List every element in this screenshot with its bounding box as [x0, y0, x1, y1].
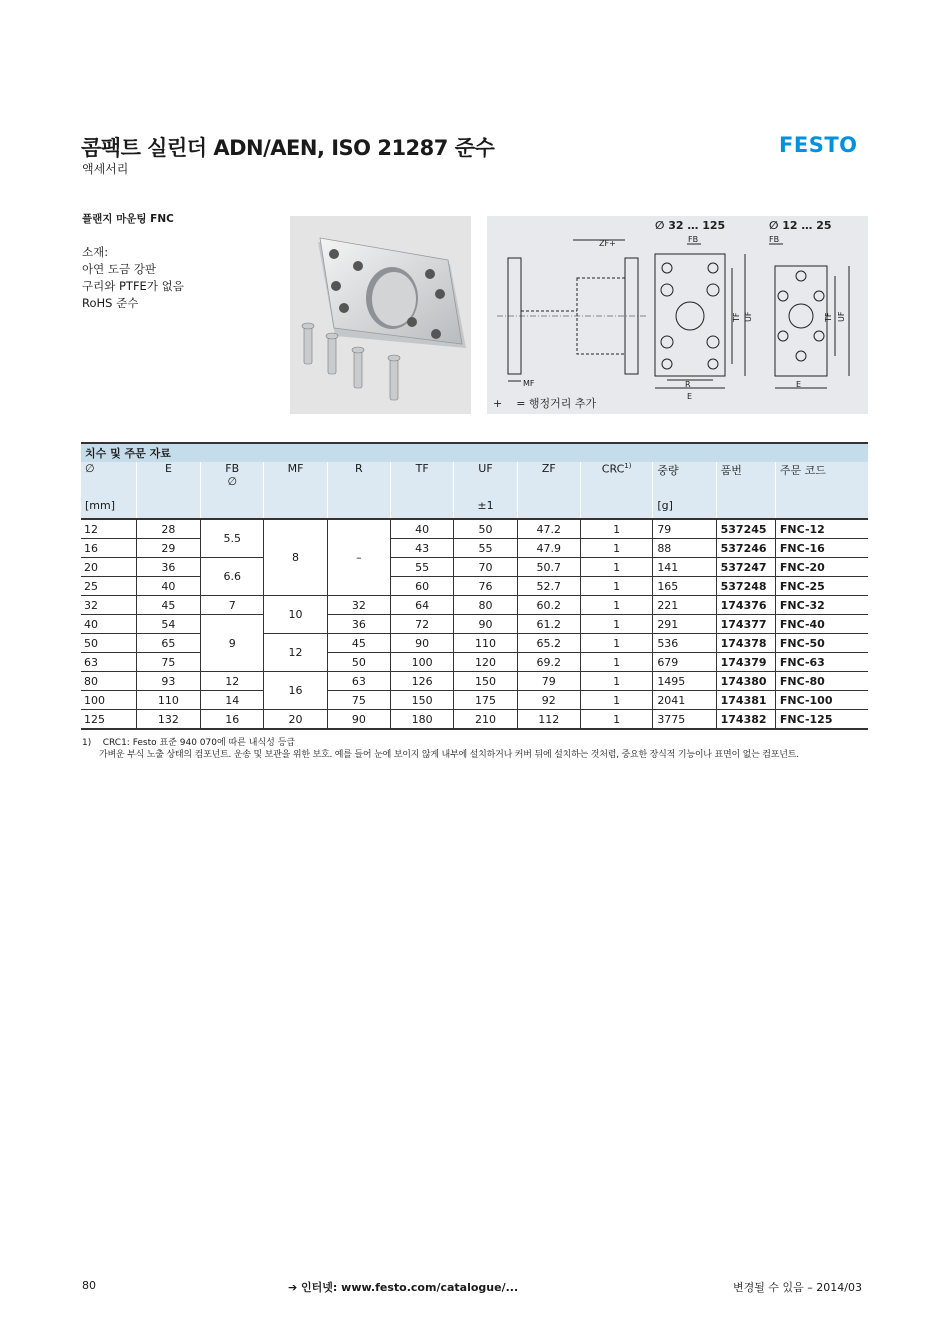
col-part-no: 품번 — [716, 462, 775, 519]
table-cell: 8 — [264, 519, 327, 596]
dim-e: E — [687, 392, 693, 401]
table-cell: 64 — [391, 596, 454, 615]
dim-fb-small: FB — [769, 235, 780, 244]
col-uf: UF ±1 — [454, 462, 517, 519]
table-cell: 132 — [136, 710, 200, 730]
table-cell: FNC-40 — [775, 615, 868, 634]
table-cell: 1 — [580, 634, 652, 653]
table-cell: 36 — [327, 615, 390, 634]
table-cell: 12 — [264, 634, 327, 672]
table-row — [81, 519, 868, 539]
col-diameter: ∅ [mm] — [81, 462, 136, 519]
table-cell: 174376 — [716, 596, 775, 615]
material-line: RoHS 준수 — [82, 296, 139, 310]
table-row — [81, 691, 868, 710]
table-cell: 61.2 — [517, 615, 580, 634]
table-cell: 60.2 — [517, 596, 580, 615]
table-cell: 20 — [264, 710, 327, 730]
table-cell: 90 — [454, 615, 517, 634]
table-cell: 65 — [136, 634, 200, 653]
table-cell: 47.2 — [517, 519, 580, 539]
table-cell: 537247 — [716, 558, 775, 577]
material-line: 소재: — [82, 245, 109, 259]
table-cell: 1 — [580, 710, 652, 730]
table-cell: 9 — [201, 615, 264, 672]
col-tf: TF — [391, 462, 454, 519]
drawing-label-small: ∅ 12 … 25 — [769, 219, 832, 232]
table-cell: 141 — [653, 558, 716, 577]
dim-uf-small: UF — [837, 311, 846, 322]
dimensions-table-container — [81, 442, 868, 730]
table-section-title: 치수 및 주문 자료 — [81, 443, 868, 462]
dimension-drawing — [487, 216, 868, 414]
table-cell: 1 — [580, 519, 652, 539]
table-cell: 16 — [201, 710, 264, 730]
table-cell: 80 — [81, 672, 136, 691]
footnote-line-2: 가벼운 부식 노출 상태의 컴포넌트. 운송 및 보관을 위한 보호. 예를 들어 눈에 보이지 않게 내부에 설치하거나 커버 뒤에 설치하는 것처럼, 중요한 장식적 기능이나 표면이 없는 컴포넌트. — [99, 750, 799, 760]
table-cell: 100 — [81, 691, 136, 710]
table-cell: 16 — [81, 539, 136, 558]
table-cell: 79 — [517, 672, 580, 691]
table-cell: FNC-12 — [775, 519, 868, 539]
dimensions-table — [81, 442, 868, 730]
dimension-drawing-svg — [487, 216, 868, 414]
table-cell: FNC-25 — [775, 577, 868, 596]
table-cell: – — [327, 519, 390, 596]
table-cell: 36 — [136, 558, 200, 577]
table-cell: 1 — [580, 596, 652, 615]
table-cell: 2041 — [653, 691, 716, 710]
table-cell: 40 — [136, 577, 200, 596]
table-cell: 110 — [136, 691, 200, 710]
table-cell: 55 — [391, 558, 454, 577]
table-cell: 75 — [327, 691, 390, 710]
table-cell: 3775 — [653, 710, 716, 730]
table-cell: 32 — [327, 596, 390, 615]
table-cell: 174381 — [716, 691, 775, 710]
dim-tf: TF — [732, 312, 741, 322]
table-cell: 92 — [517, 691, 580, 710]
table-cell: 25 — [81, 577, 136, 596]
table-row — [81, 634, 868, 653]
col-weight: 중량 [g] — [653, 462, 716, 519]
revision-note: 변경될 수 있음 – 2014/03 — [733, 1281, 862, 1294]
table-cell: 221 — [653, 596, 716, 615]
table-cell: 88 — [653, 539, 716, 558]
table-row — [81, 577, 868, 596]
table-cell: 90 — [327, 710, 390, 730]
table-cell: 50 — [327, 653, 390, 672]
table-cell: 110 — [454, 634, 517, 653]
table-cell: FNC-100 — [775, 691, 868, 710]
table-cell: 93 — [136, 672, 200, 691]
table-cell: 50.7 — [517, 558, 580, 577]
table-cell: 1 — [580, 558, 652, 577]
table-cell: FNC-32 — [775, 596, 868, 615]
material-line: 아연 도금 강판 — [82, 262, 156, 276]
table-cell: 537246 — [716, 539, 775, 558]
product-title: 플랜지 마운팅 FNC — [82, 213, 174, 225]
table-cell: 1 — [580, 672, 652, 691]
table-cell: FNC-20 — [775, 558, 868, 577]
dim-mf: MF — [523, 379, 535, 388]
col-zf: ZF — [517, 462, 580, 519]
table-cell: FNC-125 — [775, 710, 868, 730]
table-cell: 40 — [391, 519, 454, 539]
table-cell: 65.2 — [517, 634, 580, 653]
table-cell: 1 — [580, 615, 652, 634]
table-cell: 29 — [136, 539, 200, 558]
table-cell: 1 — [580, 691, 652, 710]
table-cell: 60 — [391, 577, 454, 596]
table-cell: 1 — [580, 653, 652, 672]
table-row — [81, 615, 868, 634]
flange-photo-illustration — [290, 216, 471, 414]
table-cell: 174377 — [716, 615, 775, 634]
table-cell: 210 — [454, 710, 517, 730]
table-cell: FNC-63 — [775, 653, 868, 672]
table-cell: 174378 — [716, 634, 775, 653]
table-cell: 43 — [391, 539, 454, 558]
col-r: R — [327, 462, 390, 519]
table-cell: 291 — [653, 615, 716, 634]
material-line: 구리와 PTFE가 없음 — [82, 279, 184, 293]
dim-zf: ZF+ — [599, 239, 616, 248]
table-cell: 79 — [653, 519, 716, 539]
table-cell: 32 — [81, 596, 136, 615]
table-cell: 7 — [201, 596, 264, 615]
table-cell: 174379 — [716, 653, 775, 672]
dim-fb: FB — [688, 235, 699, 244]
table-cell: 537248 — [716, 577, 775, 596]
table-cell: 28 — [136, 519, 200, 539]
table-cell: 165 — [653, 577, 716, 596]
table-cell: 76 — [454, 577, 517, 596]
table-cell: 120 — [454, 653, 517, 672]
table-cell: 679 — [653, 653, 716, 672]
table-cell: 50 — [81, 634, 136, 653]
table-cell: 5.5 — [201, 519, 264, 558]
festo-logo: FESTO — [779, 133, 858, 157]
table-cell: 537245 — [716, 519, 775, 539]
table-row — [81, 710, 868, 730]
table-cell: 10 — [264, 596, 327, 634]
table-row — [81, 539, 868, 558]
col-crc: CRC$^{1)}$ — [580, 462, 652, 519]
table-cell: 100 — [391, 653, 454, 672]
table-cell: 45 — [327, 634, 390, 653]
page-title: 콤팩트 실린더 ADN/AEN, ISO 21287 준수 — [81, 136, 495, 160]
table-cell: 20 — [81, 558, 136, 577]
table-cell: 80 — [454, 596, 517, 615]
footnote-line-1: 1) CRC1: Festo 표준 940 070에 따른 내식성 등급 — [82, 738, 296, 748]
dim-tf-small: TF — [824, 312, 833, 322]
col-mf: MF — [264, 462, 327, 519]
drawing-label-large: ∅ 32 … 125 — [655, 219, 726, 232]
table-cell: 150 — [454, 672, 517, 691]
table-row — [81, 653, 868, 672]
table-cell: 125 — [81, 710, 136, 730]
page-number: 80 — [82, 1279, 96, 1292]
drawing-legend: + = 행정거리 추가 — [493, 397, 597, 410]
page-subtitle: 액세서리 — [82, 162, 129, 176]
dim-uf: UF — [744, 311, 753, 322]
table-cell: 69.2 — [517, 653, 580, 672]
table-cell: 180 — [391, 710, 454, 730]
table-cell: 75 — [136, 653, 200, 672]
table-cell: 90 — [391, 634, 454, 653]
table-cell: 12 — [201, 672, 264, 691]
table-row — [81, 672, 868, 691]
table-cell: 174382 — [716, 710, 775, 730]
col-e: E — [136, 462, 200, 519]
table-cell: 14 — [201, 691, 264, 710]
table-cell: 174380 — [716, 672, 775, 691]
table-cell: FNC-80 — [775, 672, 868, 691]
table-cell: 175 — [454, 691, 517, 710]
table-cell: 1 — [580, 577, 652, 596]
table-cell: 63 — [81, 653, 136, 672]
table-cell: 536 — [653, 634, 716, 653]
table-cell: 126 — [391, 672, 454, 691]
table-cell: 6.6 — [201, 558, 264, 596]
footnote-marker: 1) — [82, 738, 92, 748]
table-cell: 112 — [517, 710, 580, 730]
table-cell: 63 — [327, 672, 390, 691]
product-photo — [290, 216, 471, 414]
col-order-code: 주문 코드 — [775, 462, 868, 519]
table-cell: 150 — [391, 691, 454, 710]
table-cell: 52.7 — [517, 577, 580, 596]
table-row — [81, 596, 868, 615]
table-row — [81, 558, 868, 577]
material-list — [82, 244, 184, 312]
table-cell: 47.9 — [517, 539, 580, 558]
table-cell: FNC-50 — [775, 634, 868, 653]
table-cell: 72 — [391, 615, 454, 634]
table-cell: FNC-16 — [775, 539, 868, 558]
dim-e-small: E — [796, 380, 802, 389]
table-cell: 40 — [81, 615, 136, 634]
table-cell: 54 — [136, 615, 200, 634]
table-cell: 12 — [81, 519, 136, 539]
col-fb: FB ∅ — [201, 462, 264, 519]
table-cell: 50 — [454, 519, 517, 539]
table-cell: 16 — [264, 672, 327, 710]
dim-r: R — [685, 380, 691, 389]
table-cell: 45 — [136, 596, 200, 615]
table-cell: 1495 — [653, 672, 716, 691]
catalogue-link[interactable]: ➔ 인터넷: www.festo.com/catalogue/... — [288, 1281, 519, 1294]
table-cell: 70 — [454, 558, 517, 577]
table-cell: 1 — [580, 539, 652, 558]
table-cell: 55 — [454, 539, 517, 558]
